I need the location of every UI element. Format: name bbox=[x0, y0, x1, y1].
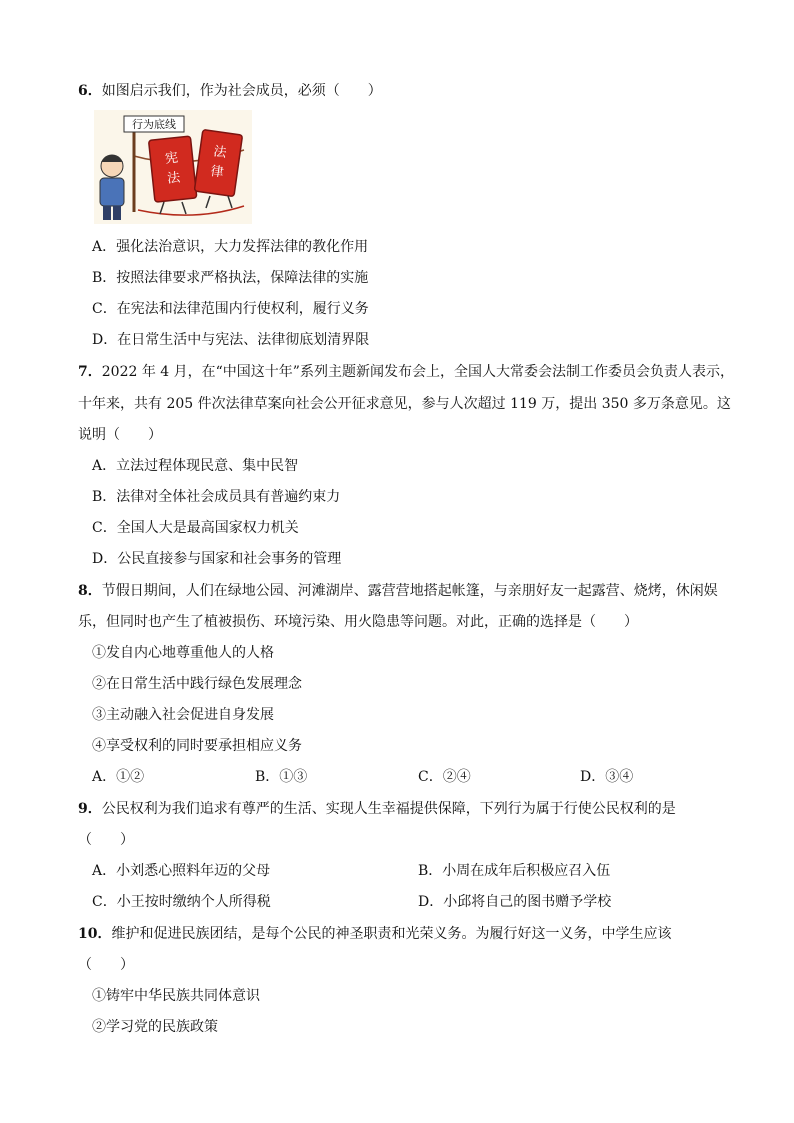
question-6-option-c: C．在宪法和法律范围内行使权利，履行义务 bbox=[92, 301, 369, 317]
question-8-stem-text-1: 节假日期间，人们在绿地公园、河滩湖岸、露营营地搭起帐篷，与亲朋好友一起露营、烧烤，休闲娱 bbox=[101, 583, 718, 599]
question-10-stem-line-2: （ ） bbox=[78, 957, 134, 973]
question-7-stem-line-1 bbox=[78, 362, 734, 382]
question-9-option-d: D．小邱将自己的图书赠予学校 bbox=[418, 894, 612, 910]
cartoon-image bbox=[94, 110, 252, 224]
question-7-option-c: C．全国人大是最高国家权力机关 bbox=[92, 520, 299, 536]
question-6-option-b: B．按照法律要求严格执法，保障法律的实施 bbox=[92, 270, 369, 286]
sign-label: 行为底线 bbox=[132, 118, 176, 131]
question-8-stem-line-2: 乐，但同时也产生了植被损伤、环境污染、用火隐患等问题。对此，正确的选择是（ ） bbox=[78, 614, 638, 630]
question-7-option-d: D．公民直接参与国家和社会事务的管理 bbox=[92, 551, 342, 567]
question-10-number: 10． bbox=[78, 926, 112, 942]
question-8-option-c: C．②④ bbox=[418, 769, 471, 785]
question-7-option-b: B．法律对全体社会成员具有普遍约束力 bbox=[92, 489, 341, 505]
question-8-number: 8． bbox=[78, 583, 102, 599]
book-left-char-2: 法 bbox=[166, 170, 181, 187]
book-right-char-1: 法 bbox=[212, 144, 228, 161]
question-9-stem-line-1 bbox=[78, 799, 676, 819]
question-10-stem-line-1 bbox=[78, 924, 671, 944]
question-8-item-4: ④享受权利的同时要承担相应义务 bbox=[92, 738, 302, 754]
question-7-number: 7． bbox=[78, 364, 102, 380]
question-6-stem-line-1: 如图启示我们，作为社会成员，必须（ ） bbox=[101, 83, 382, 99]
question-8-option-b: B．①③ bbox=[255, 769, 308, 785]
question-9-number: 9． bbox=[78, 801, 102, 817]
book-right-char-2: 律 bbox=[209, 164, 225, 181]
question-6-option-d: D．在日常生活中与宪法、法律彻底划清界限 bbox=[92, 332, 370, 348]
question-8-item-1: ①发自内心地尊重他人的人格 bbox=[92, 645, 274, 661]
book-left-char-1: 宪 bbox=[164, 150, 179, 167]
question-9-option-c: C．小王按时缴纳个人所得税 bbox=[92, 894, 271, 910]
question-8-item-3: ③主动融入社会促进自身发展 bbox=[92, 707, 274, 723]
question-7-option-a: A．立法过程体现民意、集中民智 bbox=[92, 458, 299, 474]
question-8-option-a: A．①② bbox=[92, 769, 145, 785]
question-9-stem-line-2: （ ） bbox=[78, 832, 134, 848]
question-6-illustration bbox=[94, 110, 252, 224]
question-8-stem-line-1 bbox=[78, 581, 718, 601]
question-6-option-a: A．强化法治意识，大力发挥法律的教化作用 bbox=[92, 239, 369, 255]
question-8-option-d: D．③④ bbox=[580, 769, 634, 785]
question-7-stem-text-1: 2022 年 4 月，在“中国这十年”系列主题新闻发布会上，全国人大常委会法制工作委员会负责人表示， bbox=[101, 364, 734, 380]
question-10-stem-text-1: 维护和促进民族团结，是每个公民的神圣职责和光荣义务。为履行好这一义务，中学生应该 bbox=[111, 926, 672, 942]
question-8-item-2: ②在日常生活中践行绿色发展理念 bbox=[92, 676, 302, 692]
question-7-stem-line-3: 说明（ ） bbox=[78, 427, 162, 443]
question-9-stem-text-1: 公民权利为我们追求有尊严的生活、实现人生幸福提供保障，下列行为属于行使公民权利的是 bbox=[101, 801, 676, 817]
question-9-option-a: A．小刘悉心照料年迈的父母 bbox=[92, 863, 271, 879]
question-9-option-b: B．小周在成年后积极应召入伍 bbox=[418, 863, 611, 879]
question-6-stem bbox=[78, 81, 382, 101]
question-7-stem-line-2: 十年来，共有 205 件次法律草案向社会公开征求意见，参与人次超过 119 万，提出 350 多万条意见。这 bbox=[78, 396, 731, 412]
question-10-item-2: ②学习党的民族政策 bbox=[92, 1019, 218, 1035]
question-10-item-1: ①铸牢中华民族共同体意识 bbox=[92, 988, 260, 1004]
question-6-number: 6． bbox=[78, 83, 102, 99]
